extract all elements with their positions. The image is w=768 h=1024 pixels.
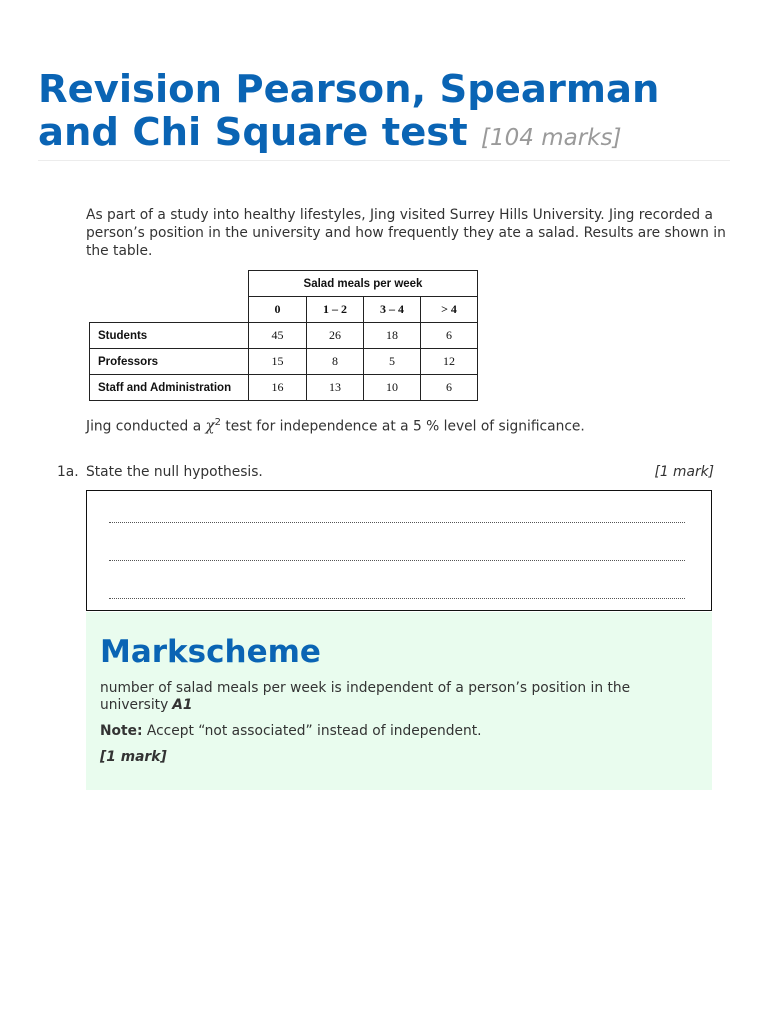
table-cell: 6 <box>421 375 478 401</box>
markscheme-marks: [1 mark] <box>100 749 167 765</box>
answer-line[interactable] <box>109 598 685 599</box>
column-header: 1 – 2 <box>307 297 364 323</box>
table-cell: 5 <box>364 349 421 375</box>
markscheme-panel <box>86 612 712 790</box>
table-cell: 15 <box>249 349 307 375</box>
table-cell: 8 <box>307 349 364 375</box>
row-label: Professors <box>90 349 249 375</box>
row-label: Staff and Administration <box>90 375 249 401</box>
table-cell: 16 <box>249 375 307 401</box>
answer-line[interactable] <box>109 522 685 523</box>
title-line-2: and Chi Square test <box>38 110 468 155</box>
question-marks: [1 mark] <box>654 464 714 480</box>
note-text: Accept “not associated” instead of independent. <box>142 723 482 739</box>
column-header: 3 – 4 <box>364 297 421 323</box>
table-header-row <box>90 297 478 323</box>
table-cell: 12 <box>421 349 478 375</box>
markscheme-answer <box>100 680 700 714</box>
mark-code: A1 <box>172 697 193 713</box>
markscheme-answer-text: number of salad meals per week is independent of a person’s position in the university <box>100 680 631 713</box>
table-row <box>90 323 478 349</box>
chi-superscript: 2 <box>214 417 221 428</box>
total-marks: [104 marks] <box>481 125 622 151</box>
table-title-row <box>90 271 478 297</box>
markscheme-note <box>100 723 482 740</box>
table-cell: 26 <box>307 323 364 349</box>
table-cell: 13 <box>307 375 364 401</box>
column-header: 0 <box>249 297 307 323</box>
row-label: Students <box>90 323 249 349</box>
test-description-prefix: Jing conducted a <box>86 418 206 435</box>
page-title <box>38 68 738 160</box>
title-line-1: Revision Pearson, Spearman <box>38 67 660 112</box>
table-title: Salad meals per week <box>249 271 478 297</box>
question-text: State the null hypothesis. <box>86 464 263 480</box>
table-cell: 6 <box>421 323 478 349</box>
table-cell: 10 <box>364 375 421 401</box>
title-divider <box>38 160 730 161</box>
table-row <box>90 349 478 375</box>
table-cell: 18 <box>364 323 421 349</box>
question-number: 1a. <box>57 464 79 480</box>
markscheme-title: Markscheme <box>100 634 321 670</box>
test-description <box>86 413 726 437</box>
table-cell: 45 <box>249 323 307 349</box>
answer-box[interactable] <box>86 490 712 611</box>
salad-meals-table <box>89 270 478 401</box>
intro-paragraph: As part of a study into healthy lifestyles, Jing visited Surrey Hills University. Jing recorded a person’s position in the university and how frequently they ate a salad. Results are shown in the table. <box>86 207 726 259</box>
note-label: Note: <box>100 723 143 739</box>
column-header: > 4 <box>421 297 478 323</box>
answer-line[interactable] <box>109 560 685 561</box>
table-row <box>90 375 478 401</box>
chi-symbol: χ <box>205 416 215 435</box>
test-description-suffix: test for independence at a 5 % level of significance. <box>221 418 585 435</box>
